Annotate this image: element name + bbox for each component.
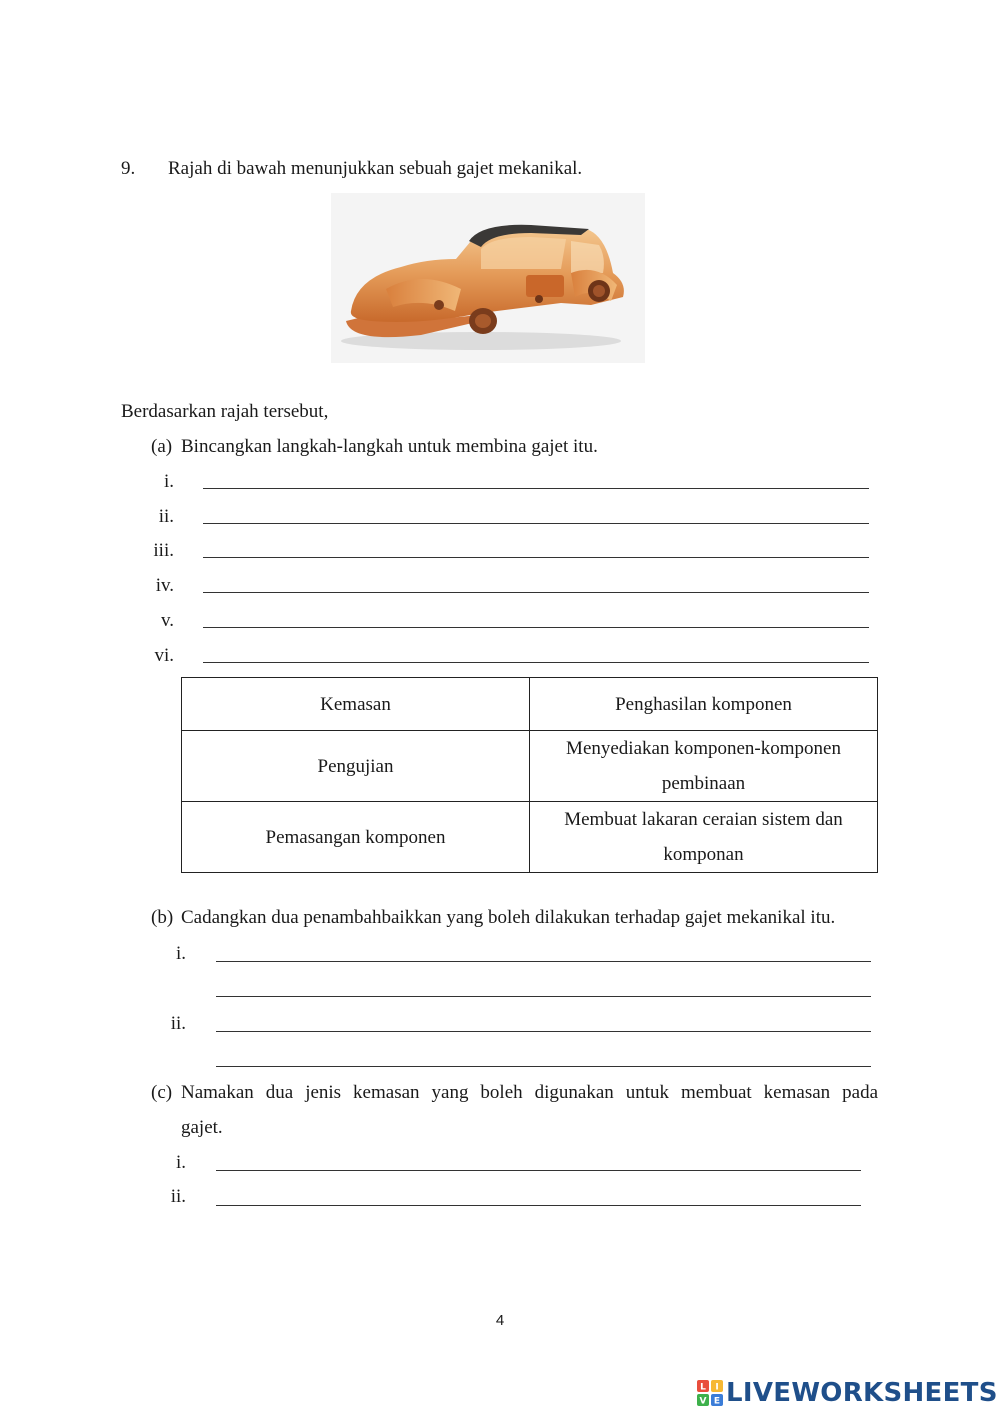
part-a-answer-line-4[interactable] [203,592,869,593]
table-row [182,731,878,802]
part-a-numeral-6: vi. [154,645,174,666]
part-a-label: (a) [151,436,173,457]
intro-text: Berdasarkan rajah tersebut, [121,401,329,422]
table-cell: Menyediakan komponen-komponen pembinaan [530,731,878,802]
part-b-answer-line-1a[interactable] [216,961,871,962]
svg-text:L: L [700,1382,706,1393]
part-b-numeral-1: i. [175,943,186,964]
part-b-answer-line-2a[interactable] [216,1031,871,1032]
page-number: 4 [495,1312,505,1329]
part-c-label: (c) [151,1082,173,1103]
part-b-answer-line-2b[interactable] [216,1066,871,1067]
part-a-numeral-3: iii. [153,540,174,561]
part-a-answer-line-3[interactable] [203,557,869,558]
part-b-answer-line-1b[interactable] [216,996,871,997]
question-stem: Rajah di bawah menunjukkan sebuah gajet mekanikal. [168,158,583,179]
svg-text:V: V [699,1396,707,1406]
part-c-text-line2: gajet. [181,1117,223,1138]
table-cell: Membuat lakaran ceraian sistem dan komponan [530,802,878,873]
part-b-numeral-2: ii. [170,1013,186,1034]
liveworksheets-watermark[interactable] [697,1378,998,1408]
wooden-toy-car-image [331,193,645,363]
part-c-answer-line-2[interactable] [216,1205,861,1206]
part-a-text: Bincangkan langkah-langkah untuk membina gajet itu. [181,436,598,457]
table-cell: Penghasilan komponen [530,678,878,731]
part-a-numeral-1: i. [163,471,174,492]
svg-text:E: E [713,1396,721,1406]
liveworksheets-logo-icon [697,1380,723,1406]
steps-options-table [181,677,878,873]
part-a-answer-line-2[interactable] [203,523,869,524]
svg-text:I: I [715,1382,719,1393]
part-c-answer-line-1[interactable] [216,1170,861,1171]
part-b-label: (b) [151,907,174,928]
part-b-text: Cadangkan dua penambahbaikkan yang boleh dilakukan terhadap gajet mekanikal itu. [181,907,836,928]
table-cell: Pemasangan komponen [182,802,530,873]
part-c-numeral-1: i. [175,1152,186,1173]
table-row [182,802,878,873]
table-cell: Kemasan [182,678,530,731]
table-row [182,678,878,731]
part-a-numeral-4: iv. [155,575,174,596]
part-a-answer-line-6[interactable] [203,662,869,663]
table-cell: Pengujian [182,731,530,802]
part-a-numeral-5: v. [160,610,174,631]
part-a-answer-line-1[interactable] [203,488,869,489]
part-c-text-line1: Namakan dua jenis kemasan yang boleh digunakan untuk membuat kemasan pada [181,1082,878,1103]
part-a-answer-line-5[interactable] [203,627,869,628]
liveworksheets-wordmark: LIVEWORKSHEETS [726,1378,998,1408]
car-icon [331,193,645,363]
question-number: 9. [121,158,136,179]
part-c-numeral-2: ii. [170,1186,186,1207]
part-a-numeral-2: ii. [158,506,174,527]
